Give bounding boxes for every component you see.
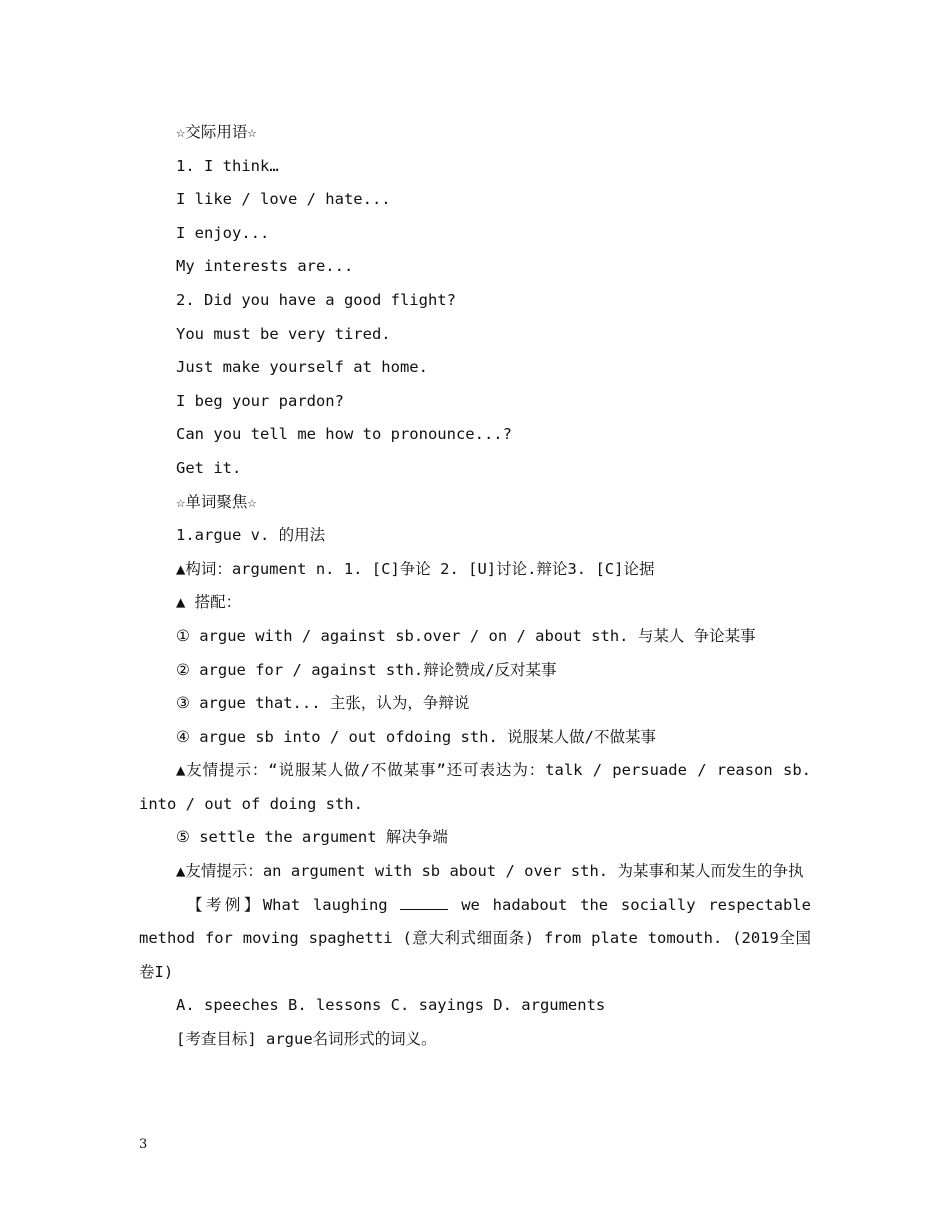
answer-blank [400,895,448,910]
objective-line: [考查目标] argue名词形式的词义。 [176,1030,437,1049]
text-line: 1. I think… [176,156,279,175]
example-text-before: 【考例】What laughing [187,895,401,914]
page-number: 3 [139,1137,148,1152]
document-body [139,116,811,1057]
text-line: 2. Did you have a good flight? [176,290,456,309]
answer-options: A. speeches B. lessons C. sayings D. arguments [176,996,606,1015]
text-line: ▲ 搭配： [176,593,242,612]
text-line: Just make yourself at home. [176,358,428,377]
text-line: Get it. [176,458,242,477]
text-line: You must be very tired. [176,324,391,343]
example-paragraph [139,889,811,990]
text-line: ⑤ settle the argument 解决争端 [176,828,448,847]
text-line: ▲构词：argument n. 1. [C]争论 2. [U]讨论.辩论3. [C]论据 [176,559,655,578]
tip-paragraph: ▲友情提示：“说服某人做/不做某事”还可表达为：talk / persuade / reason sb. into / out of doing sth. [139,761,811,813]
text-line: My interests are... [176,257,354,276]
text-line: ① argue with / against sb.over / on / about sth. 与某人 争论某事 [176,626,756,645]
text-line: I like / love / hate... [176,190,391,209]
text-line: ② argue for / against sth.辩论赞成/反对某事 [176,660,557,679]
text-line: 1.argue v. 的用法 [176,526,326,545]
text-line: ④ argue sb into / out ofdoing sth. 说服某人做/不做某事 [176,727,657,746]
example-text-after: we hadabout the socially respectable method for moving spaghetti (意大利式细面条) from plate tomouth. (2019全国卷I) [139,895,811,981]
tip-paragraph: ▲友情提示：an argument with sb about / over sth. 为某事和某人而发生的争执 [176,862,804,881]
section-heading-vocabulary: ☆单词聚焦☆ [176,492,257,511]
text-line: Can you tell me how to pronounce...? [176,425,512,444]
text-line: ③ argue that... 主张，认为，争辩说 [176,694,470,713]
section-heading-communication: ☆交际用语☆ [176,123,257,141]
text-line: I enjoy... [176,223,270,242]
text-line: I beg your pardon? [176,391,344,410]
